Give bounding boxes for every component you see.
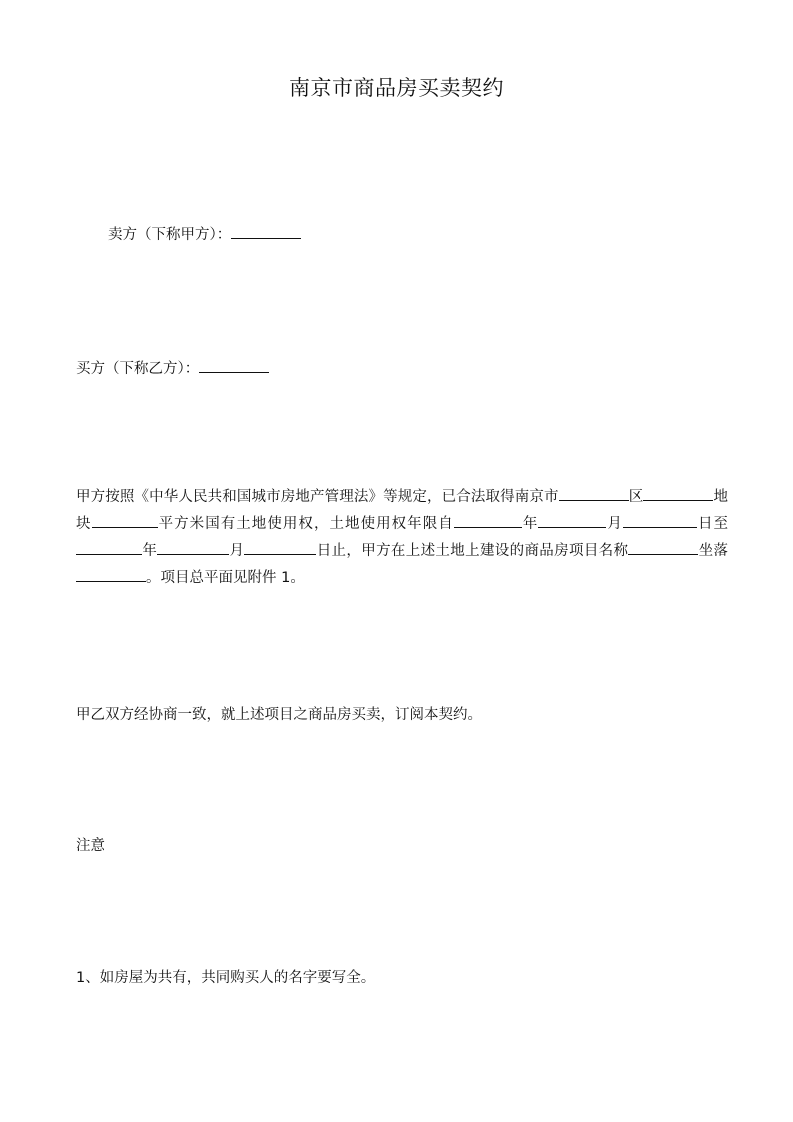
buyer-name-blank[interactable] [199,358,269,373]
district-blank[interactable] [559,486,629,501]
paragraph-text: 日至 [696,516,729,532]
notice-heading: 注意 [76,838,105,854]
paragraph-text: 甲方按照《中华人民共和国城市房地产管理法》等规定，已合法取得南京市 [76,489,559,505]
paragraph-text: 区 [628,489,644,505]
paragraph-text: 。项目总平面见附件 1。 [146,570,305,586]
buyer-label: 买方（下称乙方）： [76,361,200,377]
seller-line [108,223,301,244]
end-day-blank[interactable] [244,540,316,555]
paragraph-text: 年 [521,516,539,532]
notice-item-1: 1、如房屋为共有，共同购买人的名字要写全。 [76,970,376,986]
paragraph-text: 月 [606,516,623,532]
start-year-blank[interactable] [454,513,522,528]
end-year-blank[interactable] [76,540,142,555]
buyer-line [76,357,269,378]
plot-blank-a[interactable] [643,486,677,501]
paragraph-text: 地块 [76,489,728,532]
start-day-blank-a[interactable] [623,513,657,528]
paragraph-text: 平方米国有土地使用权，土地使用权年限自 [157,516,454,532]
paragraph-text: 坐落 [698,543,729,559]
location-blank[interactable] [76,567,146,582]
project-name-blank[interactable] [628,540,698,555]
start-day-blank-b[interactable] [657,513,697,528]
paragraph-text: 年 [142,543,158,559]
paragraph-text: 月 [229,543,245,559]
agreement-line: 甲乙双方经协商一致，就上述项目之商品房买卖，订阅本契约。 [76,707,482,723]
area-blank[interactable] [92,513,158,528]
land-info-paragraph [76,484,728,592]
start-month-blank[interactable] [538,513,606,528]
plot-blank-b[interactable] [677,486,713,501]
seller-label: 卖方（下称甲方）： [108,227,232,243]
paragraph-text: 日止，甲方在上述土地上建设的商品房项目名称 [316,543,629,559]
end-month-blank[interactable] [157,540,229,555]
seller-name-blank[interactable] [231,224,301,239]
document-title: 南京市商品房买卖契约 [289,76,504,100]
